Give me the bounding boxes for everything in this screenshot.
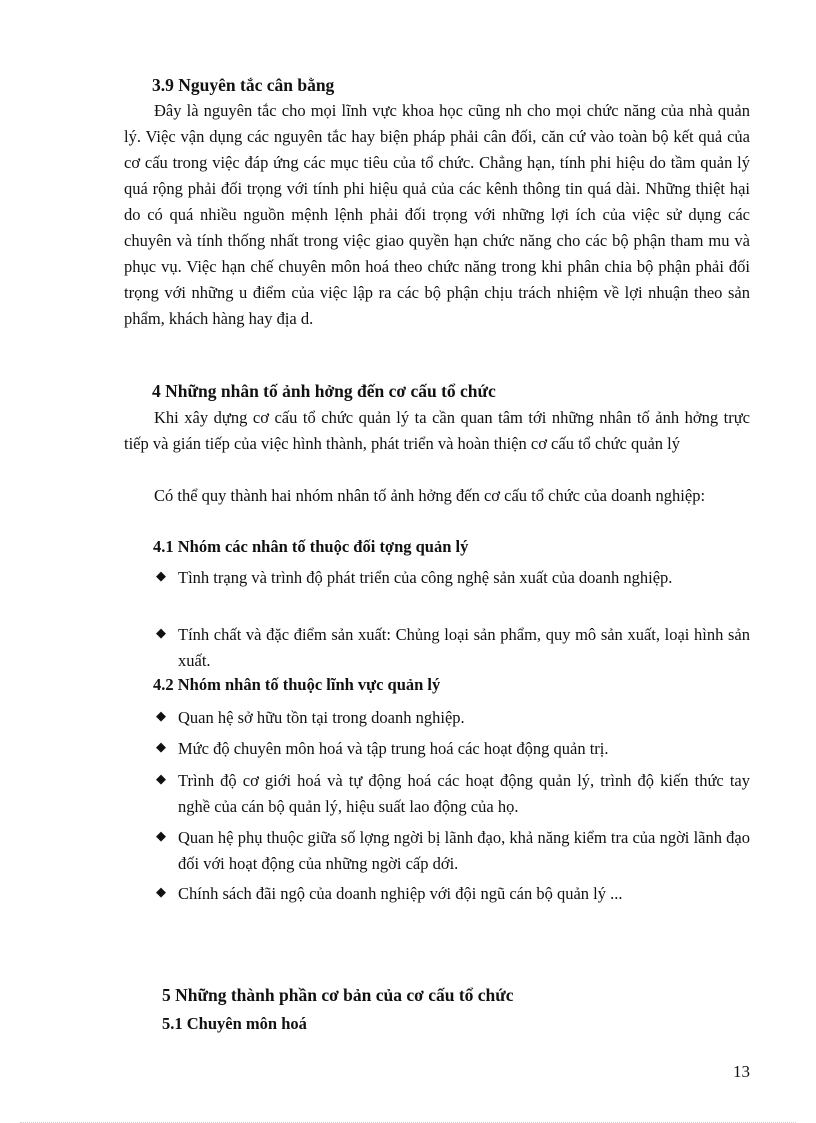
section-4-paragraph-1: Khi xây dựng cơ cấu tổ chức quản lý ta cần quan tâm tới những nhân tố ảnh hởng trực tiếp và gián tiếp của việc hình thành, phát triển và hoàn thiện cơ cấu tổ chức quản lý bbox=[124, 408, 750, 453]
subsection-4-2-heading: 4.2 Nhóm nhân tố thuộc lĩnh vực quản lý bbox=[153, 675, 441, 694]
list-item bbox=[156, 622, 750, 674]
section-4-paragraph-2: Có thể quy thành hai nhóm nhân tố ảnh hởng đến cơ cấu tổ chức của doanh nghiệp: bbox=[154, 486, 706, 505]
diamond-bullet-icon: ◆ bbox=[156, 739, 166, 754]
list-item bbox=[156, 736, 750, 762]
list-item-text: Tính chất và đặc điểm sản xuất: Chủng loại sản phẩm, quy mô sản xuất, loại hình sản xuất. bbox=[178, 625, 750, 670]
section-3-9-paragraph: Đây là nguyên tắc cho mọi lĩnh vực khoa học cũng nh cho mọi chức năng của nhà quản lý. Việc vận dụng các nguyên tắc hay biện pháp phải cân đối, căn cứ vào toàn bộ kết quả của cơ cấu trong việc đáp ứng các mục tiêu của tổ chức. Chẳng hạn, tính phi hiệu do tầm quản lý quá rộng phải đối trọng với tính phi hiệu quả của các kênh thông tin quá dài. Những thiệt hại do có quá nhiều nguồn mệnh lệnh phải đối trọng với những lợi ích của việc sử dụng các chuyên và tính thống nhất trong việc giao quyền hạn chức năng cho các bộ phận tham mu và phục vụ. Việc hạn chế chuyên môn hoá theo chức năng trong khi phân chia bộ phận phải đối trọng với những u điểm của việc lập ra các bộ phận chịu trách nhiệm về lợi nhuận theo sản phẩm, khách hàng hay địa d. bbox=[124, 101, 750, 328]
list-item-text: Quan hệ phụ thuộc giữa số lợng ngời bị lãnh đạo, khả năng kiểm tra của ngời lãnh đạo đối với hoạt động của những ngời cấp dới. bbox=[178, 828, 750, 873]
section-5-heading: 5 Những thành phần cơ bản của cơ cấu tổ chức bbox=[162, 985, 514, 1005]
list-item bbox=[156, 768, 750, 820]
subsection-4-1-heading: 4.1 Nhóm các nhân tố thuộc đối tợng quản lý bbox=[153, 537, 469, 556]
diamond-bullet-icon: ◆ bbox=[156, 771, 166, 786]
section-4-heading: 4 Những nhân tố ảnh hởng đến cơ cấu tổ chức bbox=[152, 381, 496, 401]
list-item-text: Quan hệ sở hữu tồn tại trong doanh nghiệp. bbox=[178, 708, 465, 727]
list-item-text: Mức độ chuyên môn hoá và tập trung hoá các hoạt động quản trị. bbox=[178, 739, 609, 758]
list-item bbox=[156, 881, 750, 907]
list-item bbox=[156, 705, 750, 731]
diamond-bullet-icon: ◆ bbox=[156, 828, 166, 843]
list-item-text: Trình độ cơ giới hoá và tự động hoá các hoạt động quản lý, trình độ kiến thức tay nghề của cán bộ quản lý, hiệu suất lao động của họ. bbox=[178, 771, 750, 816]
diamond-bullet-icon: ◆ bbox=[156, 625, 166, 640]
diamond-bullet-icon: ◆ bbox=[156, 568, 166, 583]
list-item bbox=[156, 565, 750, 591]
diamond-bullet-icon: ◆ bbox=[156, 708, 166, 723]
page-number: 13 bbox=[733, 1062, 750, 1081]
list-item-text: Chính sách đãi ngộ của doanh nghiệp với đội ngũ cán bộ quản lý ... bbox=[178, 884, 623, 903]
diamond-bullet-icon: ◆ bbox=[156, 884, 166, 899]
list-item bbox=[156, 825, 750, 877]
list-item-text: Tình trạng và trình độ phát triển của công nghệ sản xuất của doanh nghiệp. bbox=[178, 568, 673, 587]
section-3-9-heading: 3.9 Nguyên tắc cân bằng bbox=[152, 75, 335, 95]
subsection-5-1-heading: 5.1 Chuyên môn hoá bbox=[162, 1014, 307, 1033]
